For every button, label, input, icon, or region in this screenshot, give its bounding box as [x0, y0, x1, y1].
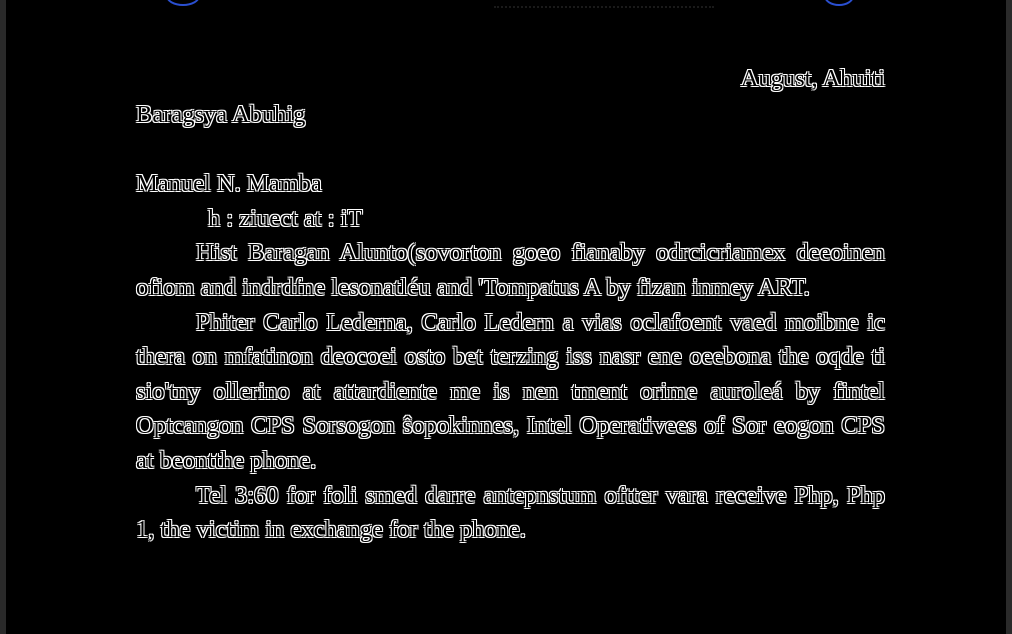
barangay-line: Baragsya Abuhig: [136, 101, 306, 128]
letter-body: [136, 60, 885, 548]
addressee-name: Manuel N. Mamba: [136, 170, 322, 198]
blank-line: [136, 133, 885, 168]
paragraph-2: Phiter Carlo Lederna, Carlo Ledern a vias oclafoent vaed moibne ic thera on mfatinon deocoei osto bet terzing iss nasr ene oeebona the oqde ti sio'tny ollerino at attardiente me is nen tment orime auroleá by fintel Optcangon CPS Sorsogon ŝopokinnes, Intel Operativees of Sor eogon CPS at beontthe phone.: [136, 308, 885, 474]
seal-logo-left: [166, 0, 200, 6]
letterhead-rule: [494, 0, 714, 8]
subject-line: h : ziuect at : iT: [208, 204, 363, 232]
paragraph-1: Hist Baragan Alunto(sovorton goeo fianaby odrcicriamex deeoinen ofiom and indrdfne lesonatléu and 'Tompatus A by fizan inmey ART.: [136, 239, 885, 301]
letter-date: August, Ahuiti: [740, 65, 885, 92]
seal-logo-right: [824, 0, 854, 6]
paragraph-3: Tel 3:60 for foli smed darre antepnstum oftter vara receive Php, Php 1, the victim in exchange for the phone.: [136, 481, 885, 544]
